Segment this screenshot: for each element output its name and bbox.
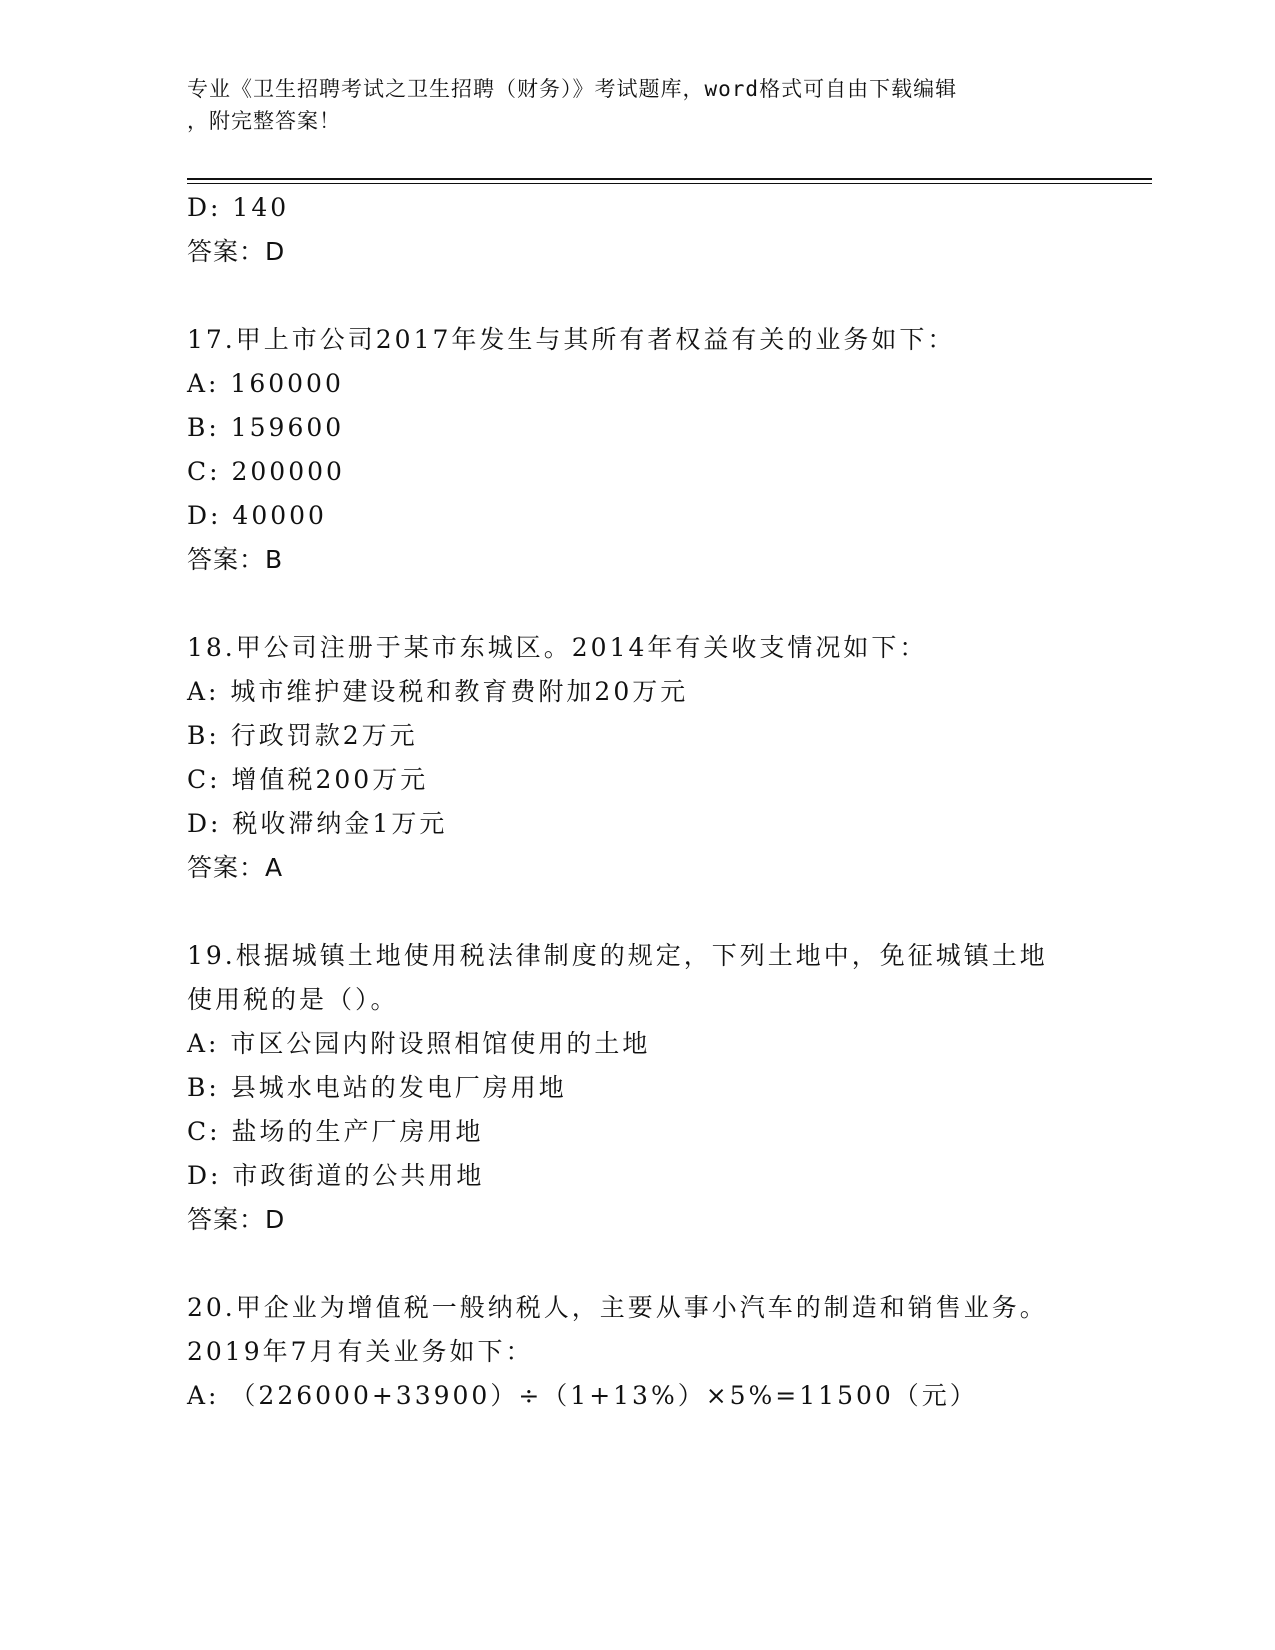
header-line-2: ，附完整答案！	[187, 109, 341, 133]
q20-option-a: A: （226000+33900）÷（1+13%）×5%=11500（元）	[187, 1381, 978, 1410]
q20-stem-line-1: 20.甲企业为增值税一般纳税人，主要从事小汽车的制造和销售业务。	[187, 1293, 1048, 1322]
q19-answer: 答案：D	[187, 1205, 286, 1234]
q19-option-d: D: 市政街道的公共用地	[187, 1161, 485, 1190]
q17-option-a: A: 160000	[187, 369, 344, 398]
q18-option-a: A: 城市维护建设税和教育费附加20万元	[187, 677, 689, 706]
q18-option-d: D: 税收滞纳金1万元	[187, 809, 448, 838]
q19-stem-line-2: 使用税的是（）。	[187, 985, 399, 1014]
q18-answer: 答案：A	[187, 853, 284, 882]
q19-option-a: A: 市区公园内附设照相馆使用的土地	[187, 1029, 651, 1058]
q17-option-d: D: 40000	[187, 501, 327, 530]
q19-stem-line-1: 19.根据城镇土地使用税法律制度的规定，下列土地中，免征城镇土地	[187, 941, 1048, 970]
q17-option-b: B: 159600	[187, 413, 345, 442]
q16-option-d: D: 140	[187, 193, 290, 222]
q17-stem: 17.甲上市公司2017年发生与其所有者权益有关的业务如下：	[187, 325, 956, 354]
q19-option-c: C: 盐场的生产厂房用地	[187, 1117, 484, 1146]
q18-option-c: C: 增值税200万元	[187, 765, 429, 794]
header-divider-thin	[187, 183, 1152, 184]
q17-answer: 答案：B	[187, 545, 284, 574]
q16-answer: 答案：D	[187, 237, 286, 266]
q18-option-b: B: 行政罚款2万元	[187, 721, 418, 750]
header-divider-thick	[187, 178, 1152, 180]
q18-stem: 18.甲公司注册于某市东城区。2014年有关收支情况如下：	[187, 633, 928, 662]
document-header	[187, 73, 1067, 137]
q19-option-b: B: 县城水电站的发电厂房用地	[187, 1073, 567, 1102]
q20-stem-line-2: 2019年7月有关业务如下：	[187, 1337, 534, 1366]
header-line-1: 专业《卫生招聘考试之卫生招聘（财务）》考试题库，word格式可自由下载编辑	[187, 77, 958, 101]
q17-option-c: C: 200000	[187, 457, 345, 486]
